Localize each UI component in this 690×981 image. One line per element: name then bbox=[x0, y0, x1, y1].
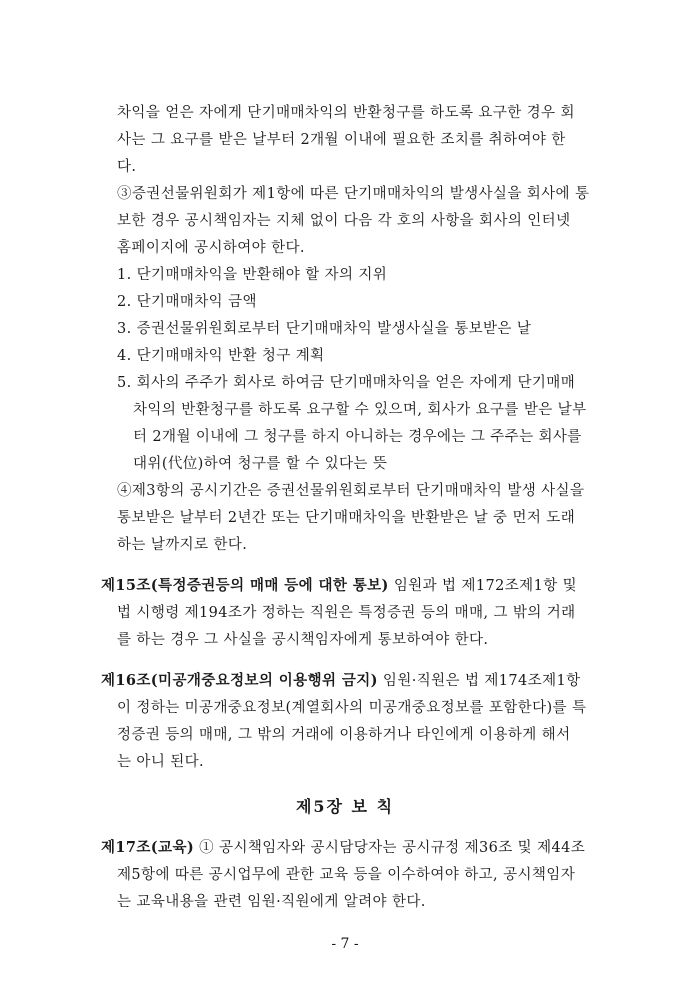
article-16-title: 제16조(미공개중요정보의 이용행위 금지) bbox=[101, 672, 378, 689]
article-15-text: 임원과 법 제172조제1항 및 bbox=[388, 578, 578, 594]
text-line: 는 아니 된다. bbox=[117, 754, 205, 770]
list-item-continuation: 터 2개월 이내에 그 청구를 하지 아니하는 경우에는 그 주주는 회사를 bbox=[133, 429, 582, 445]
article-16-first-line bbox=[101, 671, 581, 691]
list-item: 3. 증권선물위원회로부터 단기매매차익 발생사실을 통보받은 날 bbox=[117, 321, 532, 337]
page-number: - 7 - bbox=[331, 936, 359, 952]
list-item: 4. 단기매매차익 반환 청구 계획 bbox=[117, 348, 325, 364]
text-line: 제5항에 따른 공시업무에 관한 교육 등을 이수하여야 하고, 공시책임자 bbox=[117, 867, 576, 883]
article-17-first-line bbox=[101, 838, 585, 858]
list-item-continuation: 대위(代位)하여 청구를 할 수 있다는 뜻 bbox=[133, 456, 388, 472]
list-item: 5. 회사의 주주가 회사로 하여금 단기매매차익을 얻은 자에게 단기매매 bbox=[117, 375, 576, 391]
article-17-text: ① 공시책임자와 공시담당자는 공시규정 제36조 및 제44조 bbox=[194, 840, 586, 856]
text-line: ③증권선물위원회가 제1항에 따른 단기매매차익의 발생사실을 회사에 통 bbox=[117, 186, 590, 202]
text-line: 를 하는 경우 그 사실을 공시책임자에게 통보하여야 한다. bbox=[117, 632, 489, 648]
article-16-text: 임원·직원은 법 제174조제1항 bbox=[377, 673, 581, 689]
list-item-continuation: 차익의 반환청구를 하도록 요구할 수 있으며, 회사가 요구를 받은 날부 bbox=[133, 402, 587, 418]
article-15-first-line bbox=[101, 576, 577, 596]
text-line: 하는 날까지로 한다. bbox=[117, 537, 248, 553]
text-line: 사는 그 요구를 받은 날부터 2개월 이내에 필요한 조치를 취하여야 한 bbox=[117, 132, 566, 148]
text-line: 보한 경우 공시책임자는 지체 없이 다음 각 호의 사항을 회사의 인터넷 bbox=[117, 213, 571, 229]
list-item: 2. 단기매매차익 금액 bbox=[117, 294, 257, 310]
list-item: 1. 단기매매차익을 반환해야 할 자의 지위 bbox=[117, 267, 388, 283]
chapter-heading: 제5장 보 칙 bbox=[295, 797, 395, 816]
text-line: 홈페이지에 공시하여야 한다. bbox=[117, 240, 305, 256]
text-line: 법 시행령 제194조가 정하는 직원은 특정증권 등의 매매, 그 밖의 거래 bbox=[117, 605, 576, 621]
article-15-title: 제15조(특정증권등의 매매 등에 대한 통보) bbox=[101, 577, 389, 594]
text-line: 차익을 얻은 자에게 단기매매차익의 반환청구를 하도록 요구한 경우 회 bbox=[117, 105, 575, 121]
text-line: 이 정하는 미공개중요정보(계열회사의 미공개중요정보를 포함한다)를 특 bbox=[117, 700, 587, 716]
text-line: 다. bbox=[117, 159, 137, 175]
text-line: 통보받은 날부터 2년간 또는 단기매매차익을 반환받은 날 중 먼저 도래 bbox=[117, 510, 576, 526]
text-line: 정증권 등의 매매, 그 밖의 거래에 이용하거나 타인에게 이용하게 해서 bbox=[117, 727, 571, 743]
text-line: ④제3항의 공시기간은 증권선물위원회로부터 단기매매차익 발생 사실을 bbox=[117, 483, 585, 499]
article-17-title: 제17조(교육) bbox=[101, 839, 195, 856]
text-line: 는 교육내용을 관련 임원·직원에게 알려야 한다. bbox=[117, 894, 426, 910]
